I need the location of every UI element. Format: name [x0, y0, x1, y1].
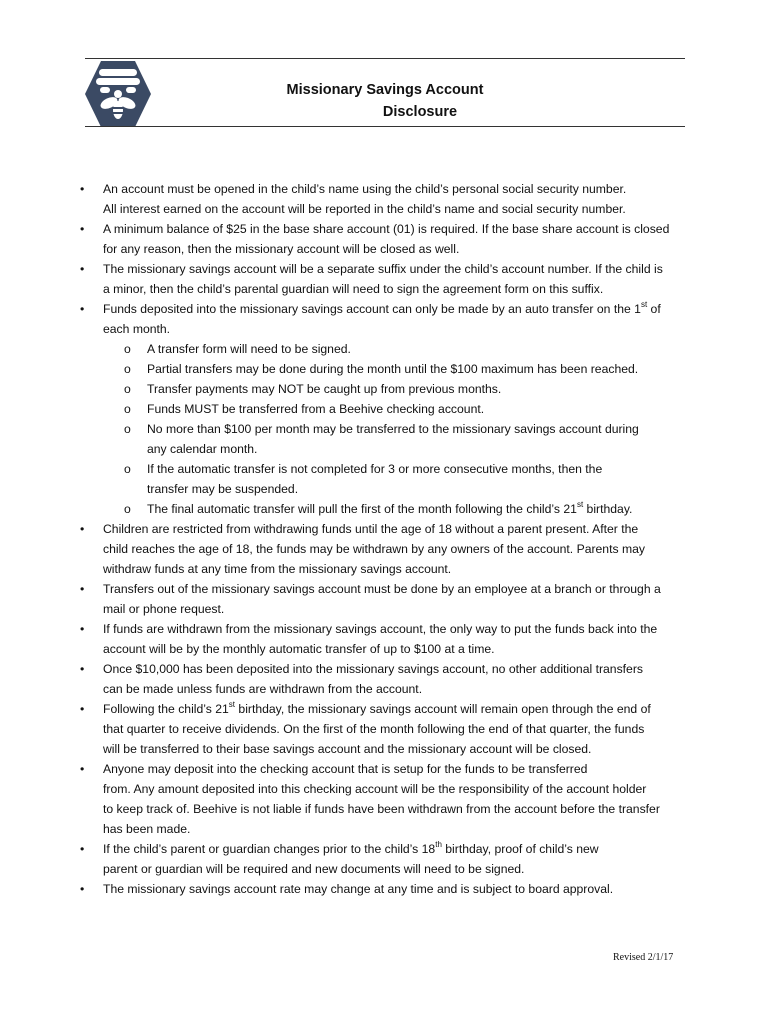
title-line-1: Missionary Savings Account [286, 82, 484, 98]
sub-item-text: A transfer form will need to be signed. [147, 342, 351, 356]
sub-item-text: No more than $100 per month may be transferred to the missionary savings account during [147, 422, 639, 436]
bullet: • [80, 182, 85, 196]
bullet: • [80, 622, 85, 636]
sub-bullet: o [124, 422, 131, 436]
list-item [0, 219, 770, 259]
item-text-cont: child reaches the age of 18, the funds may be withdrawn by any owners of the account. Parents may [103, 542, 645, 556]
item-text-cont: for any reason, then the missionary account will be closed as well. [103, 242, 460, 256]
header-rule-bottom [85, 126, 685, 127]
list-item [0, 259, 770, 299]
sub-item-text: Partial transfers may be done during the month until the $100 maximum has been reached. [147, 362, 639, 376]
list-item [0, 699, 770, 759]
item-text: If the child’s parent or guardian changes prior to the child’s 18th birthday, proof of child’s new [103, 839, 599, 856]
title-line-2: Disclosure [382, 104, 458, 120]
sub-bullet: o [124, 362, 131, 376]
sub-list-item [0, 379, 770, 399]
sub-item-text: If the automatic transfer is not completed for 3 or more consecutive months, then the [147, 462, 603, 476]
bullet: • [80, 702, 85, 716]
header-rule-top [85, 58, 685, 59]
bullet: • [80, 662, 85, 676]
sub-list-item [0, 419, 770, 459]
list-item [0, 659, 770, 699]
item-text: Transfers out of the missionary savings account must be done by an employee at a branch or through a [103, 582, 661, 596]
list-item [0, 299, 770, 339]
bullet: • [80, 882, 85, 896]
sub-item-text: Funds MUST be transferred from a Beehive checking account. [147, 402, 485, 416]
item-text-cont: from. Any amount deposited into this checking account will be the responsibility of the account holder [103, 782, 647, 796]
sub-list-item [0, 459, 770, 499]
sub-item-text-cont: any calendar month. [147, 442, 258, 456]
sub-list-item [0, 399, 770, 419]
sub-list-item [0, 359, 770, 379]
list-item [0, 519, 770, 579]
item-text: Following the child’s 21st birthday, the missionary savings account will remain open through the end of [103, 699, 651, 716]
list-item [0, 839, 770, 879]
sub-item-text: Transfer payments may NOT be caught up from previous months. [147, 382, 502, 396]
sub-bullet: o [124, 462, 131, 476]
item-text-cont: All interest earned on the account will be reported in the child’s name and social security number. [103, 202, 626, 216]
sub-bullet: o [124, 402, 131, 416]
item-text: The missionary savings account rate may change at any time and is subject to board approval. [103, 882, 614, 896]
item-text: A minimum balance of $25 in the base share account (01) is required. If the base share account is closed [103, 222, 670, 236]
revised-date: Revised 2/1/17 [613, 952, 674, 963]
item-text: If funds are withdrawn from the missionary savings account, the only way to put the funds back into the [103, 622, 658, 636]
list-item [0, 619, 770, 659]
item-text-cont: that quarter to receive dividends. On the first of the month following the end of that quarter, the funds [103, 722, 645, 736]
item-text-cont: to keep track of. Beehive is not liable if funds have been withdrawn from the account before the transfer [103, 802, 660, 816]
list-item [0, 579, 770, 619]
bullet: • [80, 222, 85, 236]
item-text: Funds deposited into the missionary savings account can only be made by an auto transfer on the 1st of [103, 299, 661, 316]
document-title [200, 79, 570, 123]
sub-list-item [0, 339, 770, 359]
sub-bullet: o [124, 342, 131, 356]
sub-item-text: The final automatic transfer will pull the first of the month following the child’s 21st birthday. [147, 499, 633, 516]
list-item [0, 879, 770, 899]
sub-list-item [0, 499, 770, 519]
item-text-cont: can be made unless funds are withdrawn from the account. [103, 682, 423, 696]
beehive-logo-icon [85, 58, 151, 130]
beehive-logo [85, 58, 151, 130]
item-text-cont: will be transferred to their base savings account and the missionary account will be closed. [103, 742, 592, 756]
bullet: • [80, 522, 85, 536]
item-text: The missionary savings account will be a separate suffix under the child’s account number. If the child is [103, 262, 663, 276]
item-text-cont: has been made. [103, 822, 191, 836]
bullet: • [80, 762, 85, 776]
item-text: Children are restricted from withdrawing funds until the age of 18 without a parent present. After the [103, 522, 639, 536]
bullet: • [80, 842, 85, 856]
item-text: An account must be opened in the child’s name using the child’s personal social security number. [103, 182, 627, 196]
item-text-cont: withdraw funds at any time from the missionary savings account. [103, 562, 452, 576]
sub-bullet: o [124, 502, 131, 516]
bullet: • [80, 302, 85, 316]
item-text-cont: a minor, then the child’s parental guardian will need to sign the agreement form on this suffix. [103, 282, 604, 296]
item-text-cont: each month. [103, 322, 171, 336]
disclosure-list [0, 179, 770, 899]
bullet: • [80, 262, 85, 276]
sub-bullet: o [124, 382, 131, 396]
item-text: Once $10,000 has been deposited into the missionary savings account, no other additional transfers [103, 662, 643, 676]
list-item [0, 759, 770, 839]
item-text-cont: account will be by the monthly automatic transfer of up to $100 at a time. [103, 642, 495, 656]
item-text-cont: parent or guardian will be required and new documents will need to be signed. [103, 862, 525, 876]
item-text: Anyone may deposit into the checking account that is setup for the funds to be transferred [103, 762, 588, 776]
bullet: • [80, 582, 85, 596]
sub-item-text-cont: transfer may be suspended. [147, 482, 299, 496]
item-text-cont: mail or phone request. [103, 602, 225, 616]
list-item [0, 179, 770, 219]
